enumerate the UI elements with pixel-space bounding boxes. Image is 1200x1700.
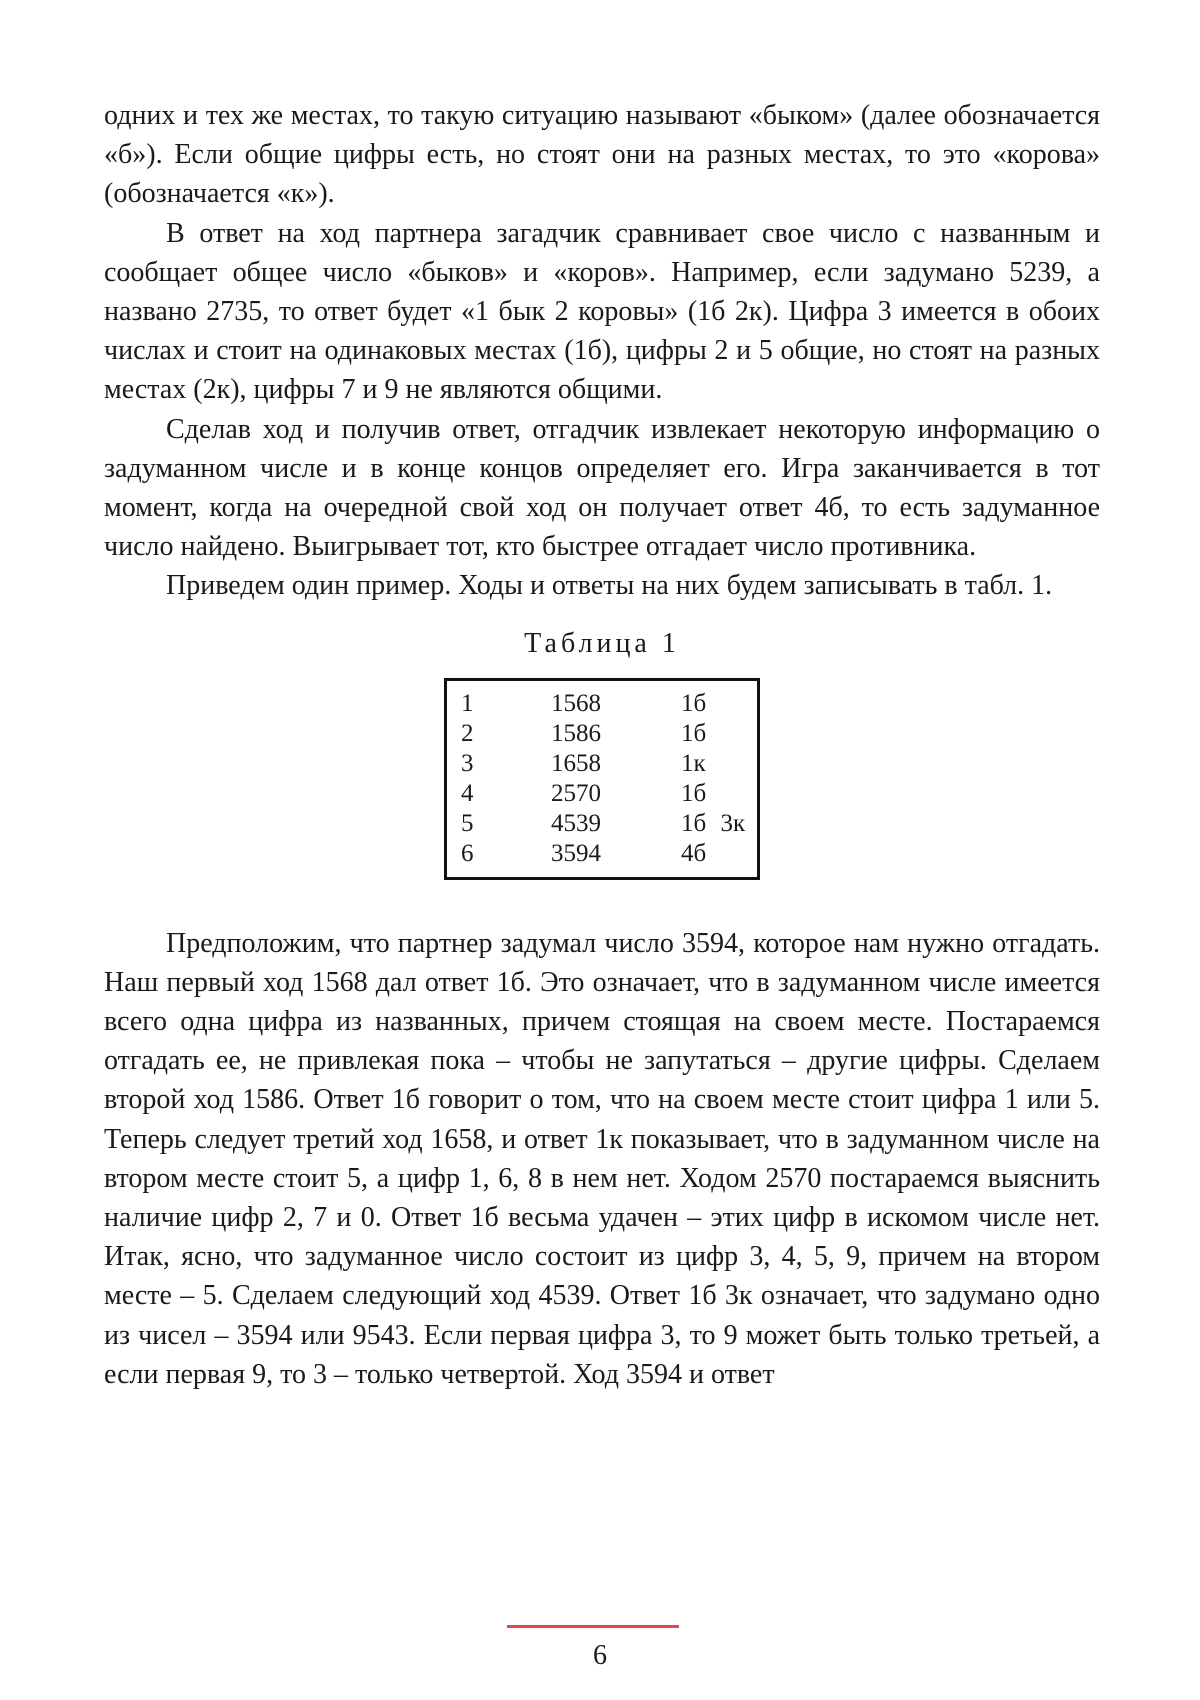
move-value: 1586: [551, 719, 601, 747]
move-value: 3594: [551, 839, 601, 867]
move-number: 6: [461, 839, 474, 867]
page-body: [104, 96, 1100, 1394]
table-row: [446, 719, 759, 749]
paragraph-example-walkthrough: Предположим, что партнер задумал число 3594, которое нам нужно отгадать. Наш первый ход 1568 дал ответ 1б. Это означает, что в задуманном числе имеется всего одна цифра из названных, причем стоящая на своем месте. Постараемся отгадать ее, не привлекая пока – чтобы не запутаться – другие цифры. Сделаем второй ход 1586. Ответ 1б говорит о том, что на своем месте стоит цифра 1 или 5. Теперь следует третий ход 1658, и ответ 1к показывает, что в задуманном числе на втором месте стоит 5, а цифр 1, 6, 8 в нем нет. Ходом 2570 постараемся выяснить наличие цифр 2, 7 и 0. Ответ 1б весьма удачен – этих цифр в искомом числе нет. Итак, ясно, что задуманное число состоит из цифр 3, 4, 5, 9, причем на втором месте – 5. Сделаем следующий ход 4539. Ответ 1б 3к означает, что задумано одно из чисел – 3594 или 9543. Если первая цифра 3, то 9 может быть только третьей, а если первая 9, то 3 – только четвертой. Ход 3594 и ответ: [104, 927, 1100, 1390]
move-number: 2: [461, 719, 474, 747]
table-row: [446, 779, 759, 809]
move-number: 3: [461, 749, 474, 777]
moves-table-container: [104, 678, 1100, 880]
move-value: 4539: [551, 809, 601, 837]
page-number: 6: [593, 1640, 607, 1671]
move-answer: 4б: [681, 839, 707, 867]
move-answer: 1б: [681, 689, 707, 717]
footer-divider: [507, 1625, 679, 1628]
table-row: [446, 749, 759, 779]
move-answer: 1б: [681, 779, 707, 807]
table-row: [446, 809, 759, 839]
paragraph-game-end: Сделав ход и получив ответ, отгадчик извлекает некоторую информацию о задуманном числе и в конце концов определяет его. Игра заканчивается в тот момент, когда на очередной свой ход он получает ответ 4б, то есть задуманное число найдено. Выигрывает тот, кто быстрее отгадает число противника.: [104, 413, 1100, 563]
moves-table: [444, 678, 760, 880]
move-number: 4: [461, 779, 474, 807]
paragraph-answer-rules: В ответ на ход партнера загадчик сравнивает свое число с названным и сообщает общее число «быков» и «коров». Например, если задумано 5239, а названо 2735, то ответ будет «1 бык 2 коровы» (1б 2к). Цифра 3 имеется в обоих числах и стоит на одинаковых местах (1б), цифры 2 и 5 общие, но стоят на разных местах (2к), цифры 7 и 9 не являются общими.: [104, 217, 1100, 406]
table-row: [446, 839, 759, 879]
table-caption: Таблица 1: [524, 627, 680, 659]
move-number: 5: [461, 809, 474, 837]
move-answer: 1к: [681, 749, 706, 777]
move-answer: 1б: [681, 719, 707, 747]
move-number: 1: [461, 689, 474, 717]
paragraph-example-intro: Приведем один пример. Ходы и ответы на них будем записывать в табл. 1.: [166, 570, 1053, 602]
move-answer: 1б 3к: [681, 809, 746, 837]
move-value: 1658: [551, 749, 601, 777]
move-value: 1568: [551, 689, 601, 717]
table-row: [446, 679, 759, 719]
paragraph-continuation: одних и тех же местах, то такую ситуацию называют «быком» (далее обозначается «б»). Если общие цифры есть, но стоят они на разных местах, то это «корова» (обозначается «к»).: [104, 100, 1100, 210]
move-value: 2570: [551, 779, 601, 807]
